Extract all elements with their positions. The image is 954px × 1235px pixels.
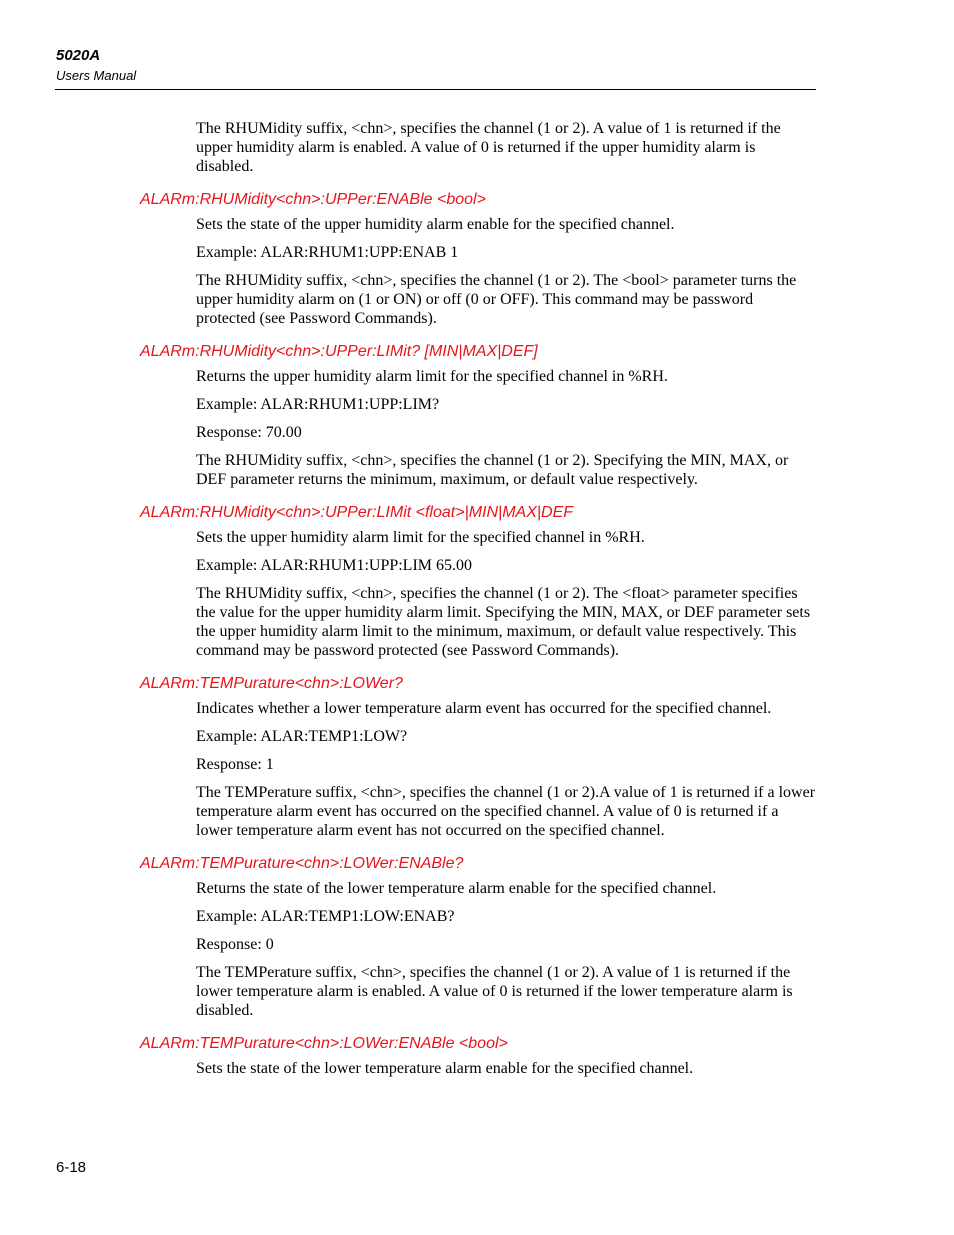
command-section xyxy=(0,342,954,489)
command-notes: The RHUMidity suffix, <chn>, specifies the channel (1 or 2). The <float> parameter specifies the value for the upper humidity alarm limit. Specifying the MIN, MAX, or DEF parameter sets the upper humidity alarm limit to the minimum, maximum, or default value respectively. This command may be password protected (see Password Commands). xyxy=(196,585,811,659)
command-heading: ALARm:TEMPurature<chn>:LOWer:ENABle <bool> xyxy=(140,1035,508,1052)
command-response: Response: 0 xyxy=(196,936,274,953)
command-description: Sets the upper humidity alarm limit for the specified channel in %RH. xyxy=(196,529,645,546)
command-example: Example: ALAR:TEMP1:LOW? xyxy=(196,728,408,745)
command-heading: ALARm:RHUMidity<chn>:UPPer:ENABle <bool> xyxy=(140,191,486,208)
command-section xyxy=(0,674,954,840)
intro-paragraph: The RHUMidity suffix, <chn>, specifies the channel (1 or 2). A value of 1 is returned if the upper humidity alarm is enabled. A value of 0 is returned if the upper humidity alarm is disabled. xyxy=(196,120,781,175)
command-description: Returns the upper humidity alarm limit for the specified channel in %RH. xyxy=(196,368,668,385)
command-notes: The TEMPerature suffix, <chn>, specifies the channel (1 or 2).A value of 1 is returned if a lower temperature alarm event has occurred on the specified channel. A value of 0 is returned if a lower temperature alarm event has not occurred on the specified channel. xyxy=(196,784,816,839)
command-section xyxy=(0,1034,954,1078)
command-example: Example: ALAR:TEMP1:LOW:ENAB? xyxy=(196,908,455,925)
command-description: Indicates whether a lower temperature alarm event has occurred for the specified channel. xyxy=(196,700,772,717)
command-heading: ALARm:RHUMidity<chn>:UPPer:LIMit <float>|MIN|MAX|DEF xyxy=(140,504,574,521)
command-notes: The RHUMidity suffix, <chn>, specifies the channel (1 or 2). The <bool> parameter turns the upper humidity alarm on (1 or ON) or off (0 or OFF). This command may be password protected (see Password Commands). xyxy=(196,272,797,327)
command-example: Example: ALAR:RHUM1:UPP:ENAB 1 xyxy=(196,244,459,261)
command-response: Response: 70.00 xyxy=(196,424,302,441)
command-notes: The TEMPerature suffix, <chn>, specifies the channel (1 or 2). A value of 1 is returned if the lower temperature alarm is enabled. A value of 0 is returned if the lower temperature alarm is disabled. xyxy=(196,964,793,1019)
page-number: 6-18 xyxy=(56,1159,87,1176)
manual-subtitle: Users Manual xyxy=(56,68,137,83)
page-content xyxy=(0,119,954,1078)
command-section xyxy=(0,854,954,1020)
command-description: Sets the state of the lower temperature alarm enable for the specified channel. xyxy=(196,1060,694,1077)
command-response: Response: 1 xyxy=(196,756,274,773)
command-description: Sets the state of the upper humidity alarm enable for the specified channel. xyxy=(196,216,675,233)
command-heading: ALARm:TEMPurature<chn>:LOWer:ENABle? xyxy=(140,855,464,872)
header-rule xyxy=(55,89,816,90)
command-heading: ALARm:TEMPurature<chn>:LOWer? xyxy=(140,675,403,692)
command-example: Example: ALAR:RHUM1:UPP:LIM? xyxy=(196,396,440,413)
command-description: Returns the state of the lower temperature alarm enable for the specified channel. xyxy=(196,880,717,897)
command-section xyxy=(0,190,954,328)
command-section xyxy=(0,503,954,660)
command-heading: ALARm:RHUMidity<chn>:UPPer:LIMit? [MIN|MAX|DEF] xyxy=(140,343,538,360)
manual-model-title: 5020A xyxy=(56,47,101,64)
command-notes: The RHUMidity suffix, <chn>, specifies the channel (1 or 2). Specifying the MIN, MAX, or DEF parameter returns the minimum, maximum, or default value respectively. xyxy=(196,452,789,488)
command-example: Example: ALAR:RHUM1:UPP:LIM 65.00 xyxy=(196,557,473,574)
